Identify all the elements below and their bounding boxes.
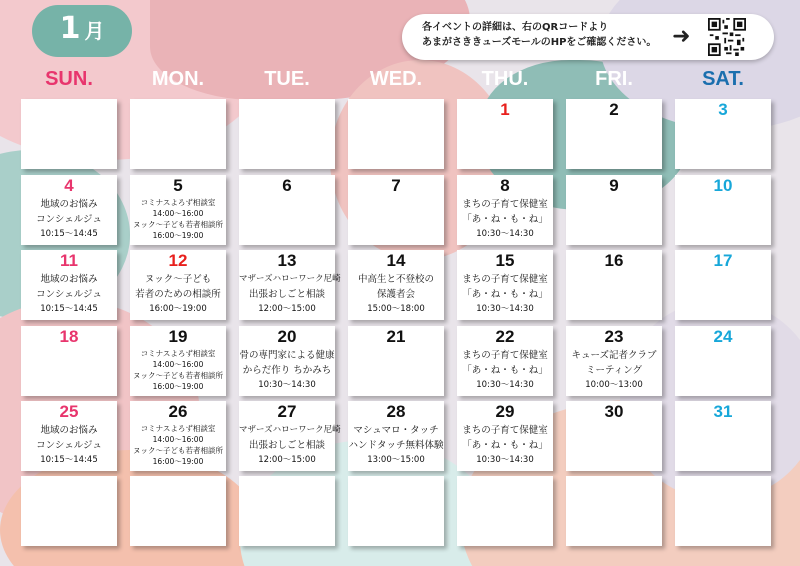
event-line: 地域のお悩み	[40, 199, 98, 210]
event-info	[130, 197, 226, 241]
info-banner	[402, 14, 774, 60]
calendar-day-cell	[21, 250, 117, 320]
event-line: 出張おしごと相談	[248, 289, 325, 300]
day-number: 8	[500, 176, 510, 195]
day-number: 29	[495, 402, 515, 421]
day-number: 23	[604, 327, 624, 346]
event-line: ミーティング	[585, 365, 643, 376]
day-number: 7	[391, 176, 401, 195]
month-label: 月	[84, 19, 105, 43]
event-info	[21, 197, 117, 242]
event-info	[239, 348, 335, 393]
event-line: ヌック〜子ども若者相談所	[133, 371, 223, 380]
day-number: 4	[64, 176, 74, 195]
info-line-2: あまがさききューズモールのHPをご確認ください。	[422, 37, 657, 48]
event-line: 「あ・ね・も・ね」	[462, 440, 548, 451]
event-info	[130, 423, 226, 467]
calendar-day-cell	[21, 401, 117, 471]
calendar-day-cell	[130, 250, 226, 320]
weekday-header-thursday: THU.	[481, 68, 529, 90]
event-info	[239, 423, 341, 468]
month-number: 1	[59, 11, 81, 46]
event-line: ヌック〜子ども若者相談所	[133, 446, 223, 455]
day-number: 28	[386, 402, 406, 421]
event-info	[348, 272, 444, 317]
event-line: 出張おしごと相談	[248, 440, 325, 451]
day-number: 12	[168, 251, 188, 270]
event-info	[457, 197, 553, 242]
calendar-day-cell	[21, 326, 117, 396]
event-line: マザーズハローワーク尼崎	[239, 274, 341, 284]
event-line: 16:00〜19:00	[152, 382, 204, 391]
event-line: まちの子育て保健室	[462, 350, 548, 361]
day-number: 1	[500, 100, 510, 119]
event-line: からだ作り ちかみち	[242, 365, 332, 376]
calendar-day-cell	[566, 250, 662, 320]
day-number: 14	[386, 251, 406, 270]
calendar-day-cell	[130, 99, 226, 169]
event-line: 「あ・ね・も・ね」	[462, 289, 548, 300]
day-number: 24	[713, 327, 733, 346]
calendar-day-cell	[348, 99, 444, 169]
calendar-day-cell	[457, 99, 553, 169]
day-number: 9	[609, 176, 619, 195]
info-line-1: 各イベントの詳細は、右のQRコードより	[422, 22, 609, 33]
calendar-day-cell	[239, 326, 335, 396]
day-number: 18	[59, 327, 79, 346]
event-line: 14:00〜16:00	[152, 209, 204, 218]
event-line: コンシェルジュ	[36, 440, 102, 451]
calendar-day-cell	[348, 476, 444, 546]
calendar-day-cell	[239, 99, 335, 169]
event-info	[566, 348, 662, 393]
event-line: コミナスよろず相談室	[140, 349, 216, 358]
event-line: ハンドタッチ無料体験	[348, 440, 444, 451]
event-info	[21, 423, 117, 468]
calendar-day-cell	[457, 250, 553, 320]
event-line: 16:00〜19:00	[152, 231, 204, 240]
event-line: 12:00〜15:00	[258, 304, 316, 314]
event-info	[348, 423, 444, 468]
calendar-day-cell	[566, 476, 662, 546]
day-number: 15	[495, 251, 515, 270]
event-line: 骨の専門家による健康	[239, 350, 335, 361]
event-line: 10:30〜14:30	[476, 455, 534, 465]
calendar-day-cell	[675, 99, 771, 169]
calendar-day-cell	[130, 326, 226, 396]
day-number: 13	[277, 251, 297, 270]
event-line: 10:30〜14:30	[258, 380, 316, 390]
calendar-day-cell	[566, 175, 662, 245]
event-line: 10:15〜14:45	[40, 455, 98, 465]
event-line: 「あ・ね・も・ね」	[462, 365, 548, 376]
event-line: 地域のお悩み	[40, 425, 98, 436]
calendar-day-cell	[348, 175, 444, 245]
day-number: 31	[713, 402, 733, 421]
event-line: 10:30〜14:30	[476, 229, 534, 239]
event-line: 10:00〜13:00	[585, 380, 643, 390]
event-line: 16:00〜19:00	[152, 457, 204, 466]
event-line: 10:30〜14:30	[476, 304, 534, 314]
day-number: 6	[282, 176, 292, 195]
day-number: 17	[713, 251, 733, 270]
calendar-day-cell	[675, 326, 771, 396]
day-number: 5	[173, 176, 183, 195]
calendar-day-cell	[130, 175, 226, 245]
month-badge	[32, 5, 132, 57]
event-line: 保護者会	[376, 289, 415, 300]
calendar-day-cell	[239, 250, 341, 320]
calendar-day-cell	[21, 476, 117, 546]
weekday-header-monday: MON.	[151, 68, 205, 90]
event-line: まちの子育て保健室	[462, 274, 548, 285]
event-line: コミナスよろず相談室	[140, 198, 216, 207]
day-number: 25	[59, 402, 79, 421]
event-info	[21, 272, 117, 317]
event-info	[457, 272, 553, 317]
event-line: コミナスよろず相談室	[140, 424, 216, 433]
weekday-header-tuesday: TUE.	[264, 68, 310, 90]
calendar-day-cell	[21, 99, 117, 169]
calendar-day-cell	[566, 326, 662, 396]
calendar-day-cell	[239, 476, 335, 546]
event-info	[239, 272, 341, 317]
calendar-day-cell	[130, 476, 226, 546]
event-line: 10:30〜14:30	[476, 380, 534, 390]
day-number: 10	[713, 176, 733, 195]
event-info	[457, 348, 553, 393]
day-number: 22	[495, 327, 515, 346]
event-line: マザーズハローワーク尼崎	[239, 425, 341, 435]
day-number: 3	[718, 100, 728, 119]
event-info	[130, 272, 226, 317]
event-line: ヌック〜子ども	[144, 274, 212, 285]
calendar-day-cell	[675, 401, 771, 471]
event-line: 16:00〜19:00	[149, 304, 207, 314]
calendar-day-cell	[675, 175, 771, 245]
day-number: 20	[277, 327, 297, 346]
day-number: 26	[168, 402, 188, 421]
weekday-header-wednesday: WED.	[369, 68, 423, 90]
event-line: 若者のための相談所	[135, 289, 221, 300]
weekday-header-friday: FRI.	[595, 68, 633, 90]
event-line: コンシェルジュ	[36, 214, 102, 225]
calendar-day-cell	[457, 476, 553, 546]
calendar-day-cell	[457, 326, 553, 396]
event-line: ヌック〜子ども若者相談所	[133, 220, 223, 229]
event-line: 14:00〜16:00	[152, 435, 204, 444]
qr-code-icon[interactable]	[708, 18, 746, 56]
calendar-day-cell	[239, 175, 335, 245]
event-line: 13:00〜15:00	[367, 455, 425, 465]
event-line: 12:00〜15:00	[258, 455, 316, 465]
day-number: 19	[168, 327, 188, 346]
calendar-day-cell	[348, 250, 444, 320]
event-line: 10:15〜14:45	[40, 304, 98, 314]
calendar-day-cell	[457, 401, 553, 471]
calendar-day-cell	[348, 326, 444, 396]
day-number: 16	[604, 251, 624, 270]
event-line: まちの子育て保健室	[462, 425, 548, 436]
event-line: 地域のお悩み	[40, 274, 98, 285]
calendar-day-cell	[457, 175, 553, 245]
calendar-day-cell	[566, 401, 662, 471]
calendar-day-cell	[675, 476, 771, 546]
event-info	[457, 423, 553, 468]
calendar-day-cell	[348, 401, 444, 471]
event-line: キューズ記者クラブ	[571, 350, 657, 361]
calendar-day-cell	[239, 401, 341, 471]
calendar-day-cell	[130, 401, 226, 471]
day-number: 21	[386, 327, 406, 346]
event-line: 「あ・ね・も・ね」	[462, 214, 548, 225]
event-line: 14:00〜16:00	[152, 360, 204, 369]
event-line: 15:00〜18:00	[367, 304, 425, 314]
weekday-header-saturday: SAT.	[702, 68, 744, 90]
calendar-day-cell	[566, 99, 662, 169]
day-number: 30	[604, 402, 624, 421]
day-number: 11	[60, 251, 78, 270]
calendar-day-cell	[21, 175, 117, 245]
day-number: 2	[609, 100, 619, 119]
arrow-right-icon: ➜	[672, 24, 691, 49]
event-line: 10:15〜14:45	[40, 229, 98, 239]
event-line: 中高生と不登校の	[357, 274, 434, 285]
calendar-day-cell	[675, 250, 771, 320]
event-line: まちの子育て保健室	[462, 199, 548, 210]
event-line: コンシェルジュ	[36, 289, 102, 300]
day-number: 27	[277, 402, 297, 421]
event-info	[130, 348, 226, 392]
weekday-header-sunday: SUN.	[45, 68, 93, 90]
event-line: マシュマロ・タッチ	[353, 425, 439, 436]
